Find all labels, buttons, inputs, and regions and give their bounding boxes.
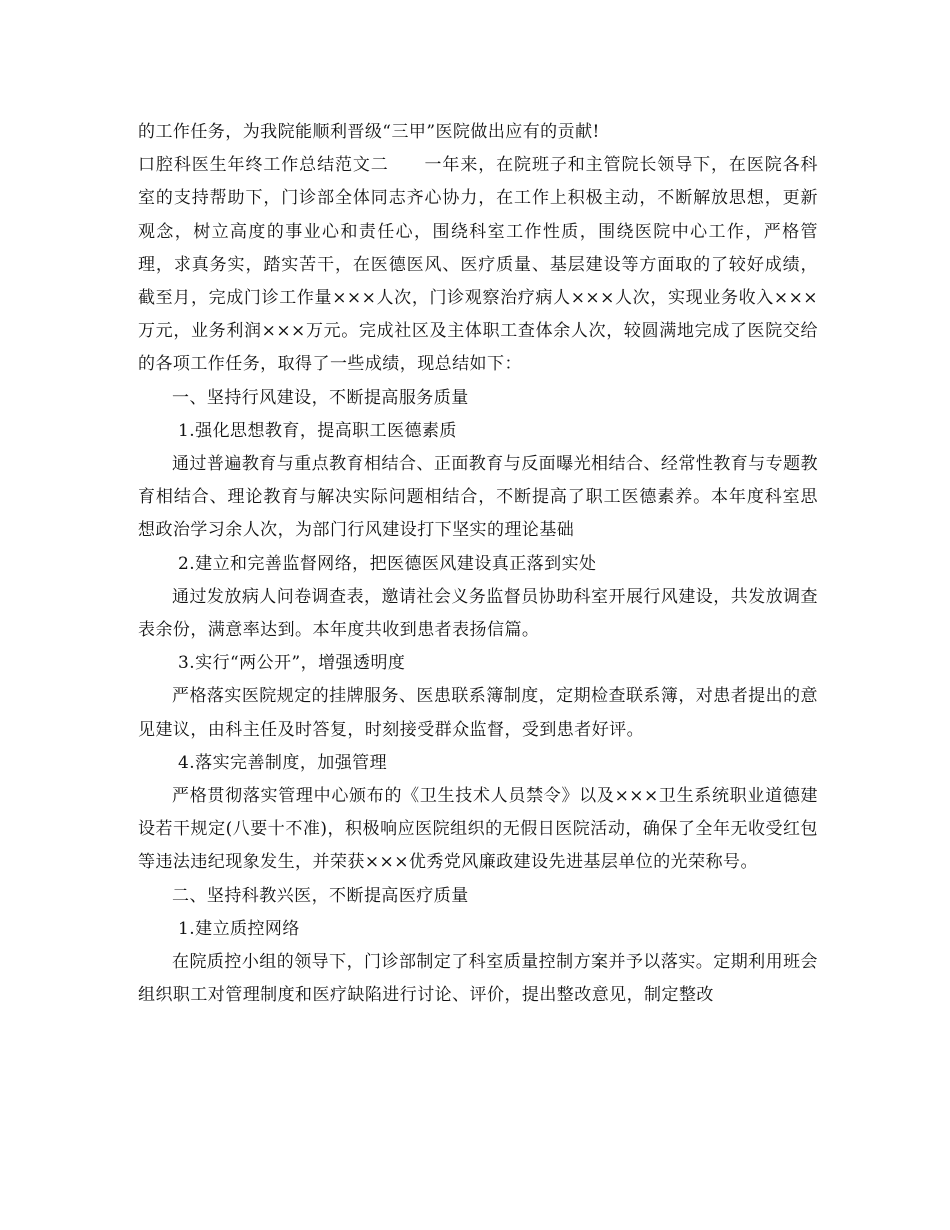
section-heading-1: 一、坚持行风建设，不断提高服务质量 xyxy=(172,387,469,408)
subheading-1-4: 4.落实完善制度，加强管理 xyxy=(178,752,388,773)
paragraph-1-1: 通过普遍教育与重点教育相结合、正面教育与反面曝光相结合、经常性教育与专题教育相结合、理论教育与解决实际问题相结合，不断提高了职工医德素养。本年度科室思想政治学习余人次，为部门行风建设打下坚实的理论基础 xyxy=(138,454,818,541)
subheading-2-1: 1.建立质控网络 xyxy=(178,918,300,939)
paragraph-continuation: 的工作任务，为我院能顺利晋级“三甲”医院做出应有的贡献! xyxy=(138,122,600,142)
paragraph-1-3: 严格落实医院规定的挂牌服务、医患联系簿制度，定期检查联系簿，对患者提出的意见建议，由科主任及时答复，时刻接受群众监督，受到患者好评。 xyxy=(138,686,818,740)
paragraph-intro: 口腔科医生年终工作总结范文二 一年来，在院班子和主管院长领导下，在医院各科室的支持帮助下，门诊部全体同志齐心协力，在工作上积极主动，不断解放思想，更新观念，树立高度的事业心和责任心，围绕科室工作性质，围绕医院中心工作，严格管理，求真务实，踏实苦干，在医德医风、医疗质量、基层建设等方面取的了较好成绩，截至月，完成门诊工作量×××人次，门诊观察治疗病人×××人次，实现业务收入×××万元，业务利润×××万元。完成社区及主体职工查体余人次，较圆满地完成了医院交给的各项工作任务，取得了一些成绩，现总结如下： xyxy=(138,155,818,375)
subheading-1-3: 3.实行“两公开”，增强透明度 xyxy=(178,653,406,674)
document-body xyxy=(138,116,818,1012)
paragraph-2-1: 在院质控小组的领导下，门诊部制定了科室质量控制方案并予以落实。定期利用班会组织职工对管理制度和医疗缺陷进行讨论、评价，提出整改意见，制定整改 xyxy=(138,952,818,1006)
subheading-1-1: 1.强化思想教育，提高职工医德素质 xyxy=(178,420,457,441)
subheading-1-2: 2.建立和完善监督网络，把医德医风建设真正落到实处 xyxy=(178,553,597,574)
section-heading-2: 二、坚持科教兴医，不断提高医疗质量 xyxy=(172,885,469,906)
paragraph-1-2: 通过发放病人问卷调查表，邀请社会义务监督员协助科室开展行风建设，共发放调查表余份，满意率达到。本年度共收到患者表扬信篇。 xyxy=(138,586,818,641)
paragraph-1-4: 严格贯彻落实管理中心颁布的《卫生技术人员禁令》以及×××卫生系统职业道德建设若干规定(八要十不准)，积极响应医院组织的无假日医院活动，确保了全年无收受红包等违法违纪现象发生，并荣获×××优秀党风廉政建设先进基层单位的光荣称号。 xyxy=(138,786,818,873)
